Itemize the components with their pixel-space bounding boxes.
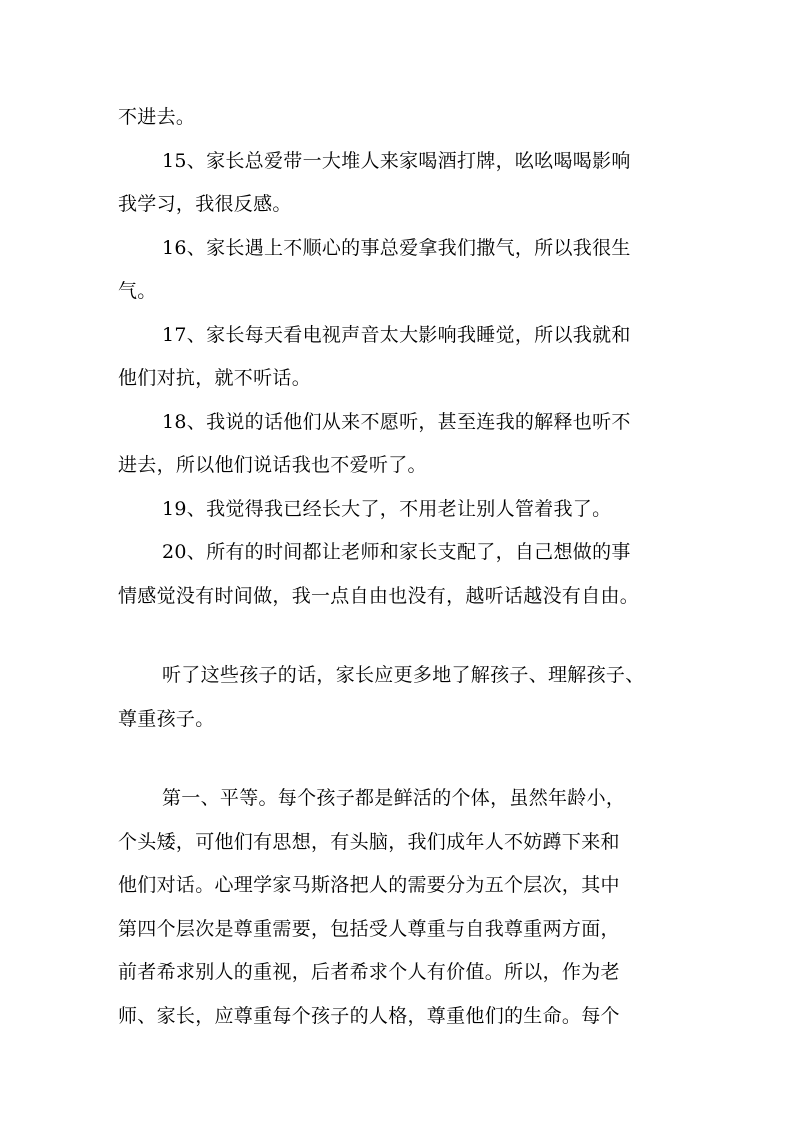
summary-line-2: 尊重孩子。	[118, 708, 215, 730]
item-15-line-2: 我学习，我很反感。	[118, 193, 292, 215]
item-18-line-2: 进去，所以他们说话我也不爱听了。	[118, 454, 427, 476]
section-1-line-1: 第一、平等。每个孩子都是鲜活的个体，虽然年龄小，	[162, 787, 626, 809]
item-17-line-2: 他们对抗，就不听话。	[118, 367, 312, 389]
summary-line-1: 听了这些孩子的话，家长应更多地了解孩子、理解孩子、	[162, 664, 645, 686]
section-1-line-5: 前者希求别人的重视，后者希求个人有价值。所以，作为老	[118, 961, 620, 983]
item-16-line-1: 16、家长遇上不顺心的事总爱拿我们撒气，所以我很生	[162, 237, 631, 259]
item-20-line-2: 情感觉没有时间做，我一点自由也没有，越听话越没有自由。	[118, 585, 640, 607]
item-16-line-2: 气。	[118, 280, 157, 302]
section-1-line-3: 他们对话。心理学家马斯洛把人的需要分为五个层次，其中	[118, 874, 620, 896]
section-1-line-2: 个头矮，可他们有思想，有头脑，我们成年人不妨蹲下来和	[118, 831, 620, 853]
item-18-line-1: 18、我说的话他们从来不愿听，甚至连我的解释也听不	[162, 411, 631, 433]
item-20-line-1: 20、所有的时间都让老师和家长支配了，自己想做的事	[162, 541, 631, 563]
item-15-line-1: 15、家长总爱带一大堆人来家喝酒打牌，吆吆喝喝影响	[162, 150, 631, 172]
text-line-1: 不进去。	[118, 106, 196, 128]
item-19-line-1: 19、我觉得我已经长大了，不用老让别人管着我了。	[162, 498, 612, 520]
item-17-line-1: 17、家长每天看电视声音太大影响我睡觉，所以我就和	[162, 324, 631, 346]
section-1-line-6: 师、家长，应尊重每个孩子的人格，尊重他们的生命。每个	[118, 1005, 620, 1027]
section-1-line-4: 第四个层次是尊重需要，包括受人尊重与自我尊重两方面，	[118, 918, 620, 940]
